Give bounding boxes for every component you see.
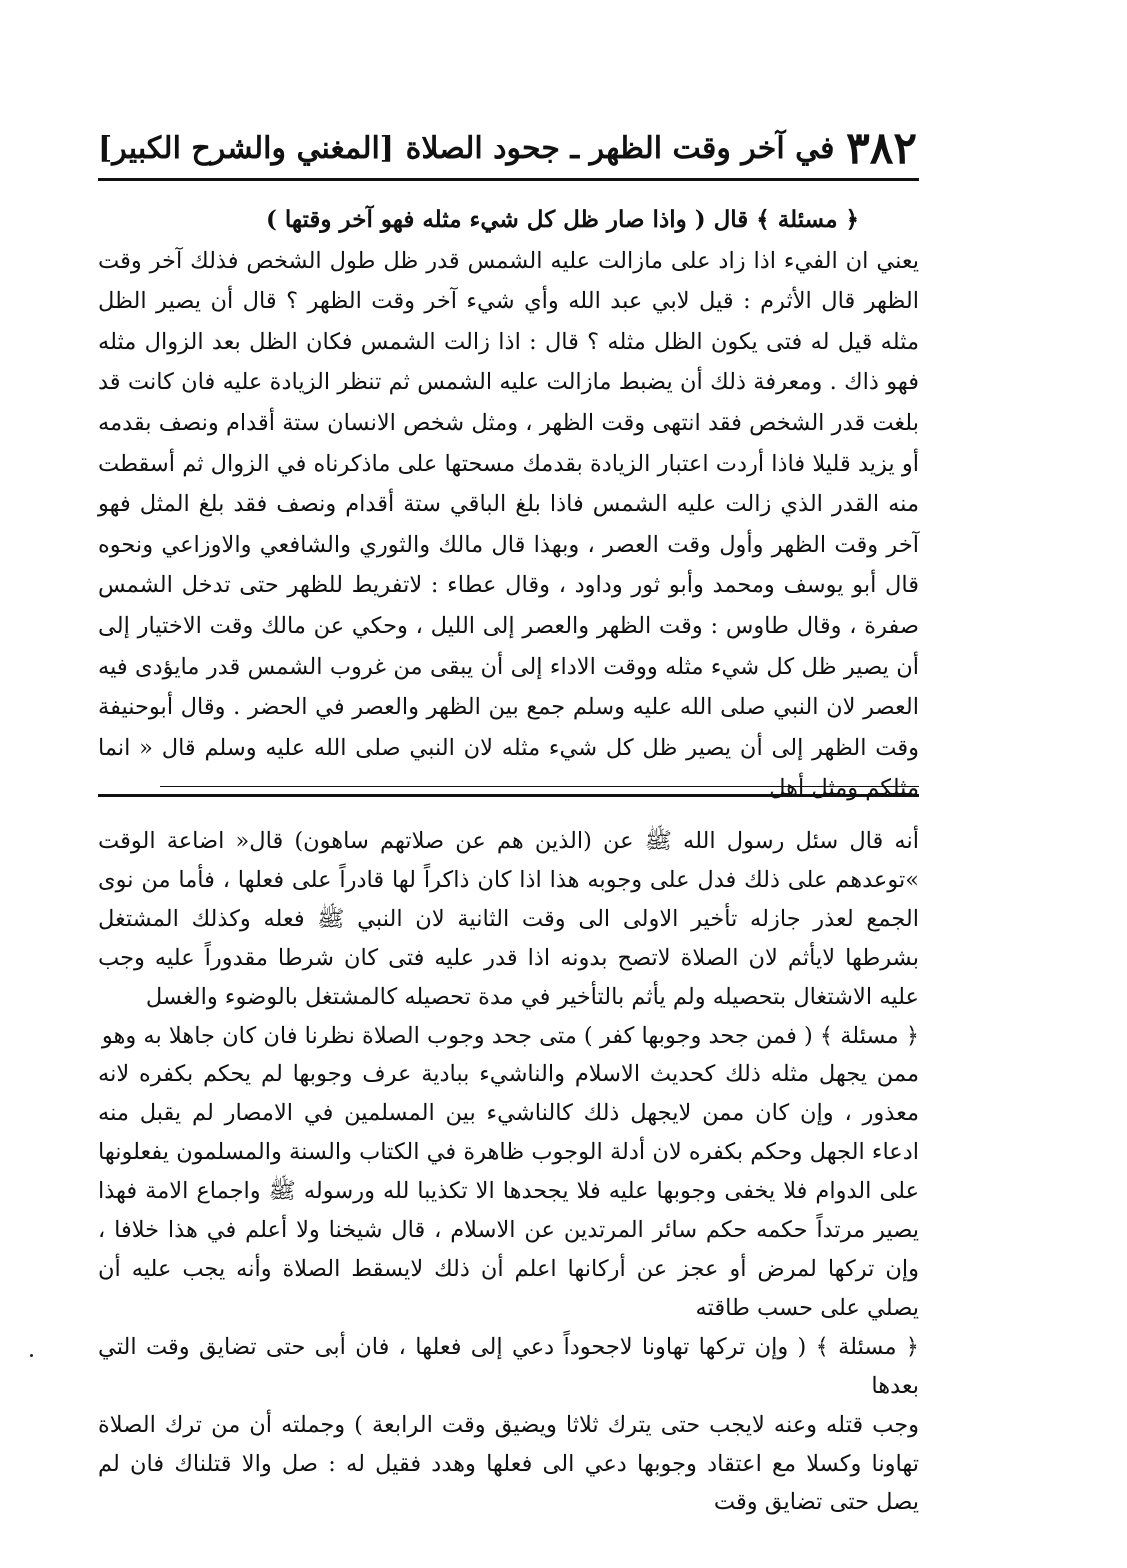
- commentary-text: [98, 822, 919, 1522]
- commentary-paragraph-1: أنه قال سئل رسول الله ﷺ عن (الذين هم عن صلاتهم ساهون) قال« اضاعة الوقت »توعدهم على ذلك فدل على وجوبه هذا اذا كان ذاكراً لها قادراً على فعلها ، فأما من نوى الجمع لعذر جازله تأخير الاولى الى وقت الثانية لان النبي ﷺ فعله وكذلك المشتغل بشرطها لايأثم لان الصلاة لاتصح بدونه اذا قدر عليه فتى كان شرطا مقدوراً عليه وجب عليه الاشتغال بتحصيله ولم يأثم بالتأخير في مدة تحصيله كالمشتغل بالوضوء والغسل: [98, 828, 919, 1010]
- issue-heading-2: ﴿ مسئلة ﴾ ( فمن جحد وجوبها كفر ) متى جحد وجوب الصلاة نظرنا فان كان جاهلا به وهو: [101, 1022, 919, 1049]
- section-divider: [98, 794, 919, 797]
- main-text: [98, 200, 919, 809]
- issue-heading: ﴿ مسئلة ﴾ قال ( واذا صار ظل كل شيء مثله فهو آخر وقتها ): [265, 206, 859, 233]
- header-rule: [98, 178, 919, 181]
- commentary-paragraph-3: وجب قتله وعنه لايجب حتى يترك ثلاثا ويضيق وقت الرابعة ) وجملته أن من ترك الصلاة تهاونا وكسلا مع اعتقاد وجوبها دعي الى فعلها وهدد فقيل له : صل والا قتلناك فان لم يصل حتى تضايق وقت: [98, 1411, 919, 1516]
- page-header: [98, 118, 917, 178]
- issue-heading-3: ﴿ مسئلة ﴾ ( وإن تركها تهاونا لاجحوداً دعي إلى فعلها ، فان أبى حتى تضايق وقت التي بعدها: [98, 1333, 919, 1399]
- main-paragraph: يعني ان الفيء اذا زاد على مازالت عليه الشمس قدر ظل طول الشخص فذلك آخر وقت الظهر قال الأثرم : قيل لابي عبد الله وأي شيء آخر وقت الظهر ؟ قال أن يصير الظل مثله قيل له فتى يكون الظل مثله ؟ قال : اذا زالت الشمس فكان الظل بعد الزوال مثله فهو ذاك . ومعرفة ذلك أن يضبط مازالت عليه الشمس ثم تنظر الزيادة عليه فان كانت قد بلغت قدر الشخص فقد انتهى وقت الظهر ، ومثل شخص الانسان ستة أقدام ونصف بقدمه أو يزيد قليلا فاذا أردت اعتبار الزيادة بقدمك مسحتها على ماذكرناه في الزوال ثم أسقطت منه القدر الذي زالت عليه الشمس فاذا بلغ الباقي ستة أقدام ونصف فقد بلغ المثل فهو آخر وقت الظهر وأول وقت العصر ، وبهذا قال مالك والثوري والشافعي والاوزاعي ونحوه قال أبو يوسف ومحمد وأبو ثور وداود ، وقال عطاء : لاتفريط للظهر حتى تدخل الشمس صفرة ، وقال طاوس : وقت الظهر والعصر إلى الليل ، وحكي عن مالك وقت الاختيار إلى أن يصير ظل كل شيء مثله ووقت الاداء إلى أن يبقى من غروب الشمس قدر مايؤدى فيه العصر لان النبي صلى الله عليه وسلم جمع بين الظهر والعصر في الحضر . وقال أبوحنيفة وقت الظهر إلى أن يصير ظل كل شيء مثله لان النبي صلى الله عليه وسلم قال « انما مثلكم ومثل أهل: [98, 247, 919, 802]
- text-underline: [160, 786, 919, 787]
- scan-speck: [30, 1354, 33, 1357]
- commentary-paragraph-2: ممن يجهل مثله ذلك كحديث الاسلام والناشيء ببادية عرف وجوبها لم يحكم بكفره لانه معذور ، وإن كان ممن لايجهل ذلك كالناشيء بين المسلمين في الامصار لم يقبل منه ادعاء الجهل وحكم بكفره لان أدلة الوجوب ظاهرة في الكتاب والسنة والمسلمون يفعلونها على الدوام فلا يخفى وجوبها عليه فلا يجحدها الا تكذيبا لله ورسوله ﷺ واجماع الامة فهذا يصير مرتداً حكمه حكم سائر المرتدين عن الاسلام ، قال شيخنا ولا أعلم في هذا خلافا ، وإن تركها لمرض أو عجز عن أركانها اعلم أن ذلك لايسقط الصلاة وأنه يجب عليه أن يصلي على حسب طاقته: [98, 1061, 919, 1321]
- running-title: في آخر وقت الظهر ـ جحود الصلاة: [405, 130, 835, 166]
- book-title: [المغني والشرح الكبير]: [98, 130, 394, 166]
- page-number: ٣٨٢: [846, 122, 917, 174]
